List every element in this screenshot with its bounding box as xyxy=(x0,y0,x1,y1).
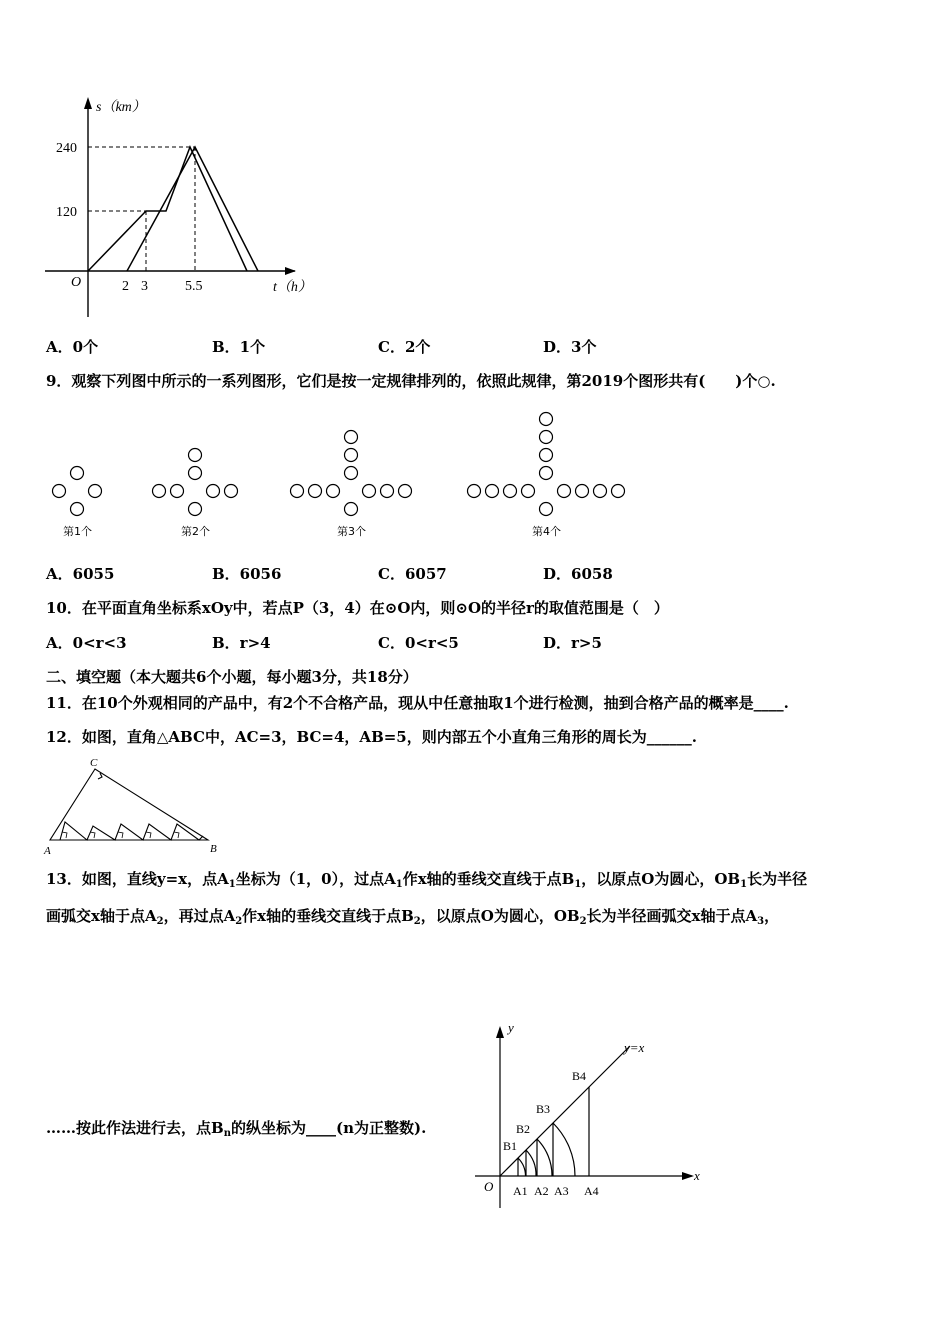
q9-stem: 9．观察下列图中所示的一系列图形，它们是按一定规律排列的，依照此规律，第2019个图形共有( )个○. xyxy=(46,372,776,390)
q12-label-b: B xyxy=(210,843,217,855)
q13-label-a1: A1 xyxy=(513,1184,528,1198)
q9-option-d[interactable]: D．6058 xyxy=(543,565,613,583)
q9-fig4-label: 第4个 xyxy=(532,525,561,538)
x-tick-5-5: 5.5 xyxy=(185,279,203,294)
x-axis-label: t（h） xyxy=(273,280,312,295)
q12-label-a: A xyxy=(44,845,51,857)
q13-y-axis-label: y xyxy=(508,1020,514,1035)
q9-fig2-label: 第2个 xyxy=(181,525,210,538)
x-tick-2: 2 xyxy=(122,279,129,294)
q9-circle-patterns xyxy=(40,402,640,547)
q10-option-a[interactable]: A．0<r<3 xyxy=(46,634,127,652)
q13-graph xyxy=(470,1020,710,1215)
q8-option-b[interactable]: B．1个 xyxy=(212,338,266,356)
q12-stem: 12．如图，直角△ABC中，AC=3，BC=4，AB=5，则内部五个小直角三角形的周长为______. xyxy=(46,728,697,746)
q13-x-axis-label: x xyxy=(694,1168,700,1183)
q9-option-b[interactable]: B．6056 xyxy=(212,565,282,583)
q13-origin-label: O xyxy=(484,1179,494,1194)
q8-option-c[interactable]: C．2个 xyxy=(378,338,431,356)
q9-fig3-label: 第3个 xyxy=(337,525,366,538)
x-tick-3: 3 xyxy=(141,279,148,294)
q12-triangle-figure xyxy=(40,754,230,858)
q9-option-c[interactable]: C．6057 xyxy=(378,565,447,583)
q13-line-label: y=x xyxy=(624,1040,645,1055)
y-tick-240: 240 xyxy=(56,141,77,156)
q10-option-d[interactable]: D．r>5 xyxy=(543,634,602,652)
y-axis-label: s（km） xyxy=(96,100,146,115)
q13-label-a4: A4 xyxy=(584,1184,599,1198)
q10-stem: 10．在平面直角坐标系xOy中，若点P（3，4）在⊙O内，则⊙O的半径r的取值范围是（ ） xyxy=(46,599,669,617)
q13-label-b1: B1 xyxy=(503,1139,518,1153)
section-2-heading: 二、填空题（本大题共6个小题，每小题3分，共18分） xyxy=(46,668,418,686)
q12-label-c: C xyxy=(90,757,98,769)
q11-stem: 11．在10个外观相同的产品中，有2个不合格产品，现从中任意抽取1个进行检测，抽到合格产品的概率是____. xyxy=(46,694,789,712)
q10-option-b[interactable]: B．r>4 xyxy=(212,634,271,652)
q9-option-a[interactable]: A．6055 xyxy=(46,565,115,583)
q8-option-d[interactable]: D．3个 xyxy=(543,338,597,356)
distance-time-graph xyxy=(40,95,330,330)
origin-label: O xyxy=(71,275,82,290)
q13-line-1: 13．如图，直线y=x，点$A_1$坐标为（1，0），过点$A_1$作x轴的垂线交直线于点$B_1$，以原点O为圆心，$OB_1$长为半径 xyxy=(46,870,808,890)
q13-label-b2: B2 xyxy=(516,1122,531,1136)
q13-label-b3: B3 xyxy=(536,1102,551,1116)
q8-option-a[interactable]: A．0个 xyxy=(46,338,99,356)
series-line-1 xyxy=(88,147,247,271)
q10-option-c[interactable]: C．0<r<5 xyxy=(378,634,459,652)
q9-fig1-label: 第1个 xyxy=(63,525,92,538)
q13-label-a2: A2 xyxy=(534,1184,549,1198)
q13-label-a3: A3 xyxy=(554,1184,569,1198)
y-tick-120: 120 xyxy=(56,205,77,220)
q13-line-2: 画弧交x轴于点$A_2$，再过点$A_2$作x轴的垂线交直线于点$B_2$，以原点O为圆心，$OB_2$长为半径画弧交x轴于点$A_3$， xyxy=(46,907,780,927)
q13-label-b4: B4 xyxy=(572,1069,587,1083)
q13-line-3: ……按此作法进行去，点$B_n$的纵坐标为____(n为正整数). xyxy=(46,1119,427,1139)
